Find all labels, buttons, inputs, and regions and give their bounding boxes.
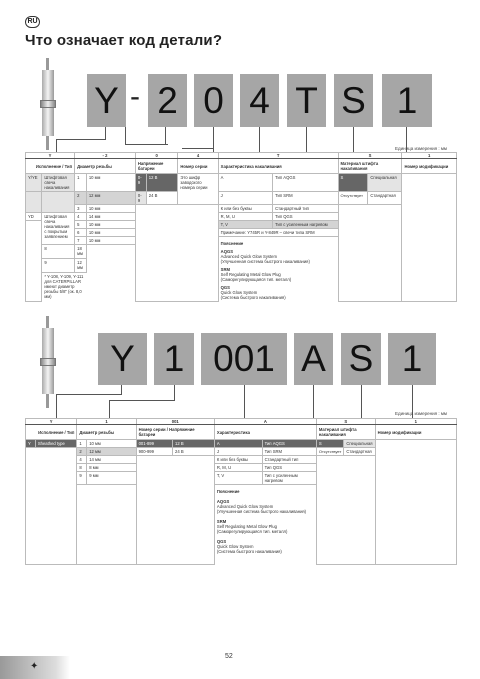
code-box: A — [294, 333, 333, 385]
mat-desc: Стандартная — [368, 192, 402, 205]
code-box: S — [341, 333, 381, 385]
thread-value: 10 мм — [86, 221, 135, 229]
explanation-block — [218, 237, 338, 302]
explanation-block — [214, 485, 316, 565]
type-desc: Sheathed type — [35, 440, 77, 448]
column-header: Напряжение батареи — [135, 159, 177, 174]
expl-term: SRM — [220, 267, 230, 272]
blank-cell — [26, 448, 77, 565]
column-header: Исполнение / Тип — [26, 159, 75, 174]
char-code: T, V — [214, 472, 262, 485]
explanation-title: Пояснение — [216, 489, 240, 494]
volt-code: 001-899 — [136, 440, 172, 448]
leader-line — [109, 400, 110, 418]
blank-cell — [135, 205, 218, 302]
char-code: R, M, U — [218, 213, 272, 221]
code-box: 1 — [154, 333, 194, 385]
char-desc: Стандартный тип — [262, 456, 316, 464]
letter-cell: T — [218, 153, 338, 159]
leader-line — [259, 127, 260, 153]
letter-cell: 4 — [178, 153, 218, 159]
mat-code: Отсутствует — [316, 448, 343, 456]
blank-cell — [77, 485, 136, 565]
type-desc: Штифтовая свеча накаливания с покрытым заявлением — [42, 213, 75, 245]
expl-en: Quick Glow System — [220, 290, 258, 295]
letter-cell: S — [316, 419, 375, 425]
thread-value: 10 мм — [86, 229, 135, 237]
mat-desc: Специальная — [368, 174, 402, 192]
thread-value: 9 мм — [87, 472, 136, 485]
char-desc: Тип QGS — [273, 213, 338, 221]
column-header: Характеристика — [214, 425, 316, 440]
volt-value: 24 В — [173, 448, 215, 456]
mat-desc: Стандартная — [344, 448, 375, 456]
leader-line — [56, 394, 57, 418]
volt-code: 0-9 — [135, 174, 146, 192]
leader-line — [182, 127, 214, 149]
expl-term: SRM — [216, 519, 227, 524]
leader-line — [306, 127, 307, 153]
thread-value: 14 мм — [87, 456, 136, 464]
type-code: Y — [26, 440, 36, 448]
thread-value: 14 мм — [86, 213, 135, 221]
thread-value: 10 мм — [86, 174, 135, 192]
thread-value: 18 мм — [75, 245, 87, 259]
letter-cell: Y — [26, 419, 77, 425]
thread-code: 4 — [77, 456, 87, 464]
thread-value: 12 мм — [75, 259, 87, 273]
column-header: Диаметр резьбы — [77, 425, 136, 440]
letter-cell: Y — [26, 153, 75, 159]
leader-line — [353, 127, 354, 153]
column-header: Номер серии — [178, 159, 218, 174]
char-code: A — [218, 174, 272, 192]
char-desc: Тип AQGS — [273, 174, 338, 192]
column-header: Характеристика накаливания — [218, 159, 338, 174]
char-note: Примечание: Y745R и Y-849R – свечи типа SRM — [218, 229, 338, 237]
leader-line — [313, 385, 314, 418]
code-box: 001 — [201, 333, 287, 385]
series-desc: Это шифр заводского номера серии — [178, 174, 218, 205]
unit-note: Единица измерения : мм — [395, 411, 448, 416]
explanation-title: Пояснение — [220, 241, 244, 246]
thread-value: 10 мм — [86, 205, 135, 213]
expl-ru: (Саморегулирующаяся тип. металл) — [220, 277, 292, 282]
thread-code: 5 — [75, 221, 87, 229]
thread-code: 2 — [77, 448, 87, 456]
expl-en: Advanced Quick Glow System — [220, 254, 277, 259]
column-header: Номер модификации — [375, 425, 456, 440]
glow-plug-illustration — [40, 316, 56, 408]
type-desc: Штифтовая свеча накаливания — [42, 174, 75, 192]
mat-code: S — [338, 174, 368, 192]
char-desc: Стандартный тип — [273, 205, 338, 213]
letter-cell: 1 — [375, 419, 456, 425]
mat-code: S — [316, 440, 343, 448]
type-cell-blank — [42, 192, 75, 213]
letter-cell: S — [338, 153, 402, 159]
char-desc: Тип AQGS — [262, 440, 316, 448]
char-code: К или без буквы — [214, 456, 262, 464]
letter-cell: 1 — [77, 419, 136, 425]
volt-code: 0-9 — [135, 192, 146, 205]
modification-cell — [402, 174, 457, 302]
blank-cell — [136, 456, 214, 565]
leader-line — [125, 127, 168, 145]
column-header: Материал штифта накаливания — [338, 159, 402, 174]
type-code: Y/YE — [26, 174, 42, 192]
thread-code: 1 — [75, 174, 87, 192]
char-desc: Тип с усиленным нагревом — [273, 221, 338, 229]
type-code: YD — [26, 213, 42, 221]
code-table-1 — [25, 152, 457, 302]
letter-cell: 0 — [135, 153, 177, 159]
code-dash: - — [130, 80, 140, 113]
volt-value: 12 В — [146, 174, 178, 192]
column-header: Номер серии / Напряжение батареи — [136, 425, 214, 440]
char-code: J — [214, 448, 262, 456]
expl-en: Self Regulating Metal Glow Plug — [216, 524, 277, 529]
thread-code: 2 — [75, 192, 87, 205]
char-desc: Тип SRM — [262, 448, 316, 456]
column-header: Материал штифта накаливания — [316, 425, 375, 440]
thread-code: 8 — [77, 464, 87, 472]
char-code: A — [214, 440, 262, 448]
mat-desc: Специальная — [344, 440, 375, 448]
expl-ru: (Система быстрого накаливания) — [220, 295, 286, 300]
language-badge: RU — [25, 16, 40, 28]
char-code: T, V — [218, 221, 272, 229]
leader-line — [361, 385, 362, 418]
thread-value: 12 мм — [87, 448, 136, 456]
code-box: S — [334, 74, 373, 127]
volt-value: 12 В — [173, 440, 215, 448]
expl-en: Quick Glow System — [216, 544, 254, 549]
letter-cell: 001 — [136, 419, 214, 425]
brand-logo-icon: ✦ — [30, 661, 39, 672]
unit-note: Единица измерения : мм — [395, 146, 448, 151]
char-desc: Тип QGS — [262, 464, 316, 472]
char-desc: Тип с усиленным нагревом — [262, 472, 316, 485]
code-box: Y — [98, 333, 147, 385]
page-title: Что означает код детали? — [25, 32, 223, 49]
leader-line — [105, 127, 106, 139]
thread-value: 10 мм — [87, 440, 136, 448]
volt-value: 24 В — [146, 192, 178, 205]
expl-term: AQGS — [220, 249, 234, 254]
thread-value: 8 мм — [87, 464, 136, 472]
code-box: 4 — [240, 74, 279, 127]
thread-code: 9 — [77, 472, 87, 485]
page-number: 52 — [225, 653, 233, 660]
leader-line — [213, 127, 214, 153]
leader-line — [56, 139, 106, 152]
expl-ru: (Улучшенная система быстрого накаливания) — [216, 509, 307, 514]
mat-code: Отсутствует — [338, 192, 368, 205]
column-header: Диаметр резьбы — [75, 159, 136, 174]
expl-ru: (Саморегулирующаяся тип. металл) — [216, 529, 288, 534]
thread-code: 9 — [42, 259, 75, 273]
code-table-2 — [25, 418, 457, 565]
letter-cell: - 2 — [75, 153, 136, 159]
code-box: 2 — [148, 74, 187, 127]
thread-value: 12 мм — [86, 192, 135, 205]
expl-term: QGS — [220, 285, 230, 290]
expl-term: QGS — [216, 539, 227, 544]
expl-ru: (Улучшенная система быстрого накаливания) — [220, 259, 310, 264]
char-code: J — [218, 192, 272, 205]
thread-value: 10 мм — [86, 237, 135, 245]
column-header: Исполнение / Тип — [26, 425, 77, 440]
char-code: R, M, U — [214, 464, 262, 472]
modification-cell — [375, 440, 456, 565]
thread-code: 4 — [75, 213, 87, 221]
expl-en: Self Regulating Metal Glow Plug — [220, 272, 281, 277]
thread-code: 6 — [75, 229, 87, 237]
blank-cell — [26, 221, 42, 302]
expl-ru: (Система быстрого накаливания) — [216, 549, 282, 554]
leader-line — [165, 127, 166, 145]
char-desc: Тип SRM — [273, 192, 338, 205]
expl-term: AQGS — [216, 499, 230, 504]
thread-code: 7 — [75, 237, 87, 245]
code-box: Y — [87, 74, 126, 127]
thread-code: 8 — [42, 245, 75, 259]
type-cell-blank — [26, 192, 42, 213]
volt-code: 900-999 — [136, 448, 172, 456]
thread-code: 1 — [77, 440, 87, 448]
char-code: К или без буквы — [218, 205, 272, 213]
thread-code: 3 — [75, 205, 87, 213]
code-box: 1 — [388, 333, 436, 385]
letter-cell: 1 — [402, 153, 457, 159]
blank-cell — [338, 205, 402, 302]
letter-cell: A — [214, 419, 316, 425]
leader-line — [244, 385, 245, 418]
code-box: 1 — [382, 74, 432, 127]
leader-line — [109, 385, 175, 401]
code-box: 0 — [194, 74, 233, 127]
blank-cell — [316, 456, 375, 565]
expl-en: Advanced Quick Glow System — [216, 504, 274, 509]
column-header: Номер модификации — [402, 159, 457, 174]
code-box: T — [287, 74, 326, 127]
thread-note: * Y-108, Y-109, Y-111 для CATERPILLAR имеют диаметр резьбы 5/8" (ок. 8,0 мм) — [44, 273, 84, 299]
